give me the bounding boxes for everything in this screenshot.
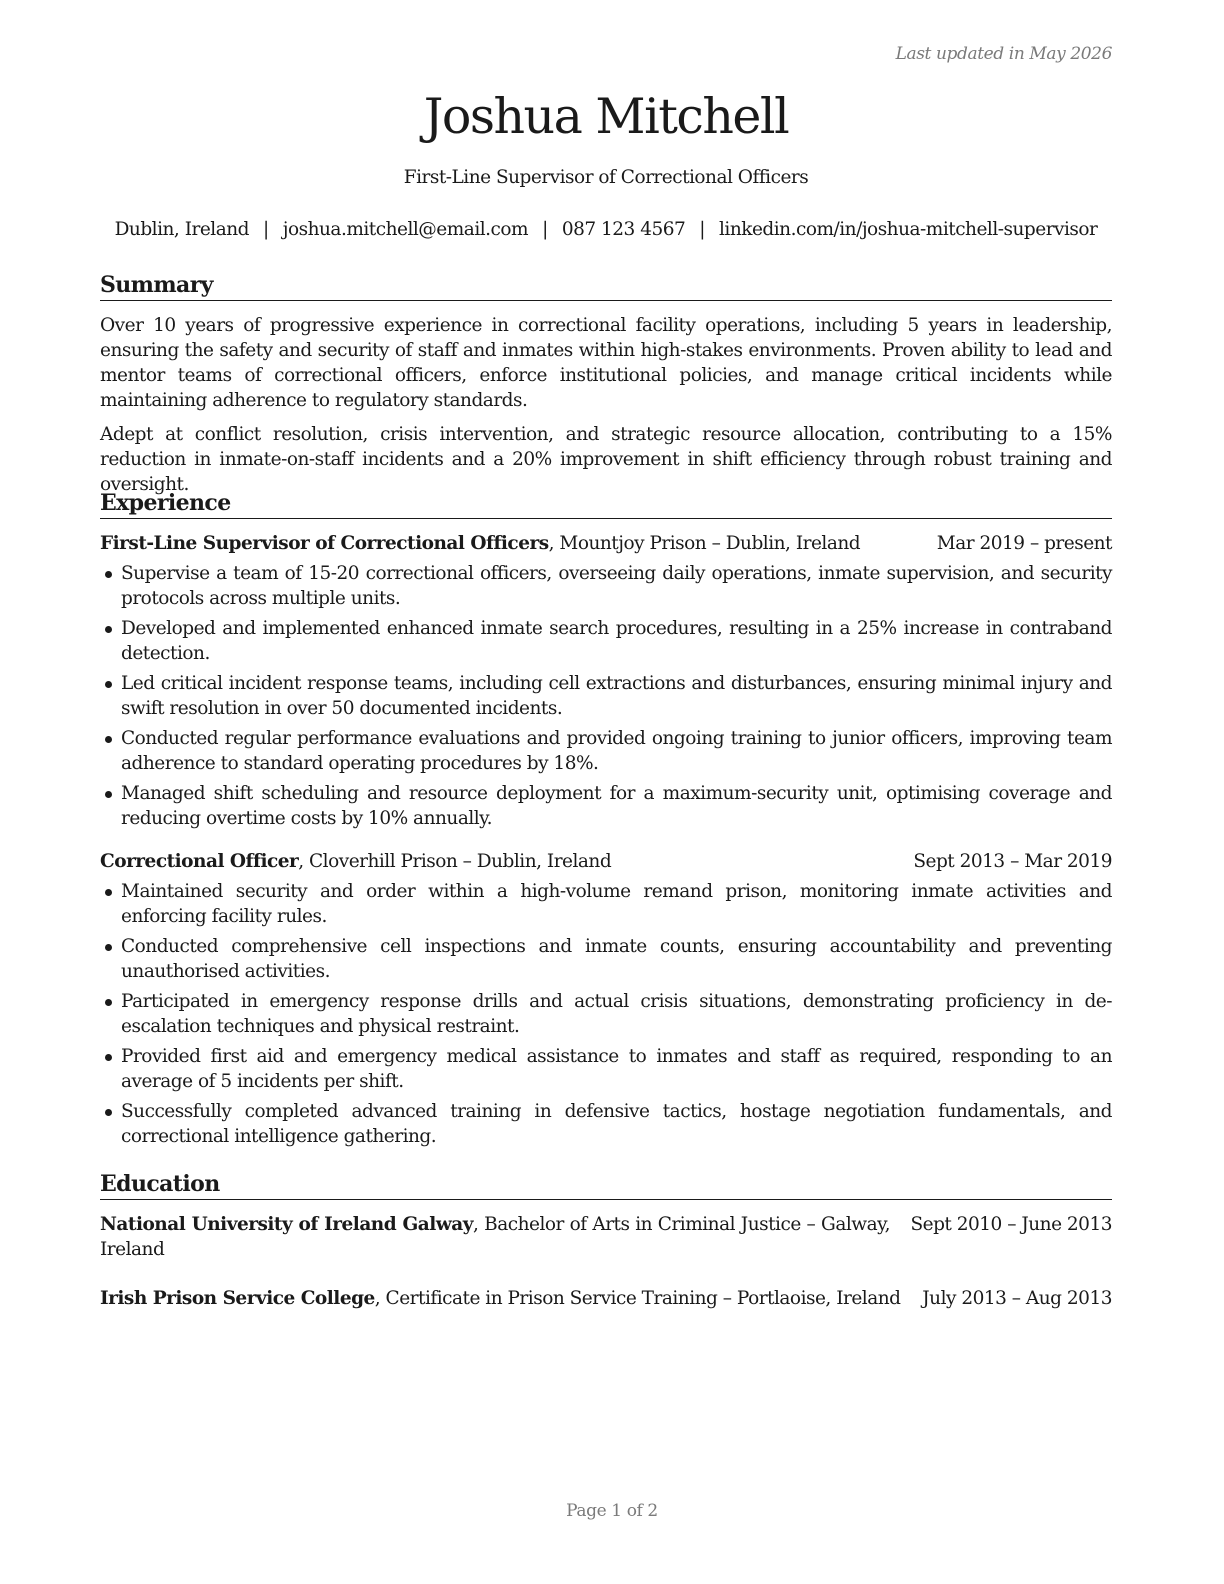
contact-separator: |: [542, 219, 548, 240]
entry-title: [100, 531, 860, 556]
contact-email[interactable]: joshua.mitchell@email.com: [282, 219, 529, 240]
entry-title: [100, 1212, 890, 1262]
entry-detail: , Cloverhill Prison – Dublin, Ireland: [298, 851, 612, 872]
entry-institution: Irish Prison Service College: [100, 1288, 375, 1309]
entry-header: [100, 531, 1112, 556]
entry-header: [100, 849, 1112, 874]
contact-phone[interactable]: 087 123 4567: [561, 219, 686, 240]
entry-bullets: [100, 561, 1112, 831]
list-item: Maintained security and order within a high-volume remand prison, monitoring inmate activities and enforcing facility rules.: [100, 879, 1112, 929]
entry-detail: , Mountjoy Prison – Dublin, Ireland: [548, 533, 861, 554]
entry-dates: July 2013 – Aug 2013: [922, 1288, 1112, 1309]
experience-entry: [100, 849, 1112, 1149]
list-item: Conducted regular performance evaluations and provided ongoing training to junior officers, improving team adherence to standard operating procedures by 18%.: [100, 726, 1112, 776]
list-item: Led critical incident response teams, including cell extractions and disturbances, ensuring minimal injury and swift resolution in over 50 documented incidents.: [100, 671, 1112, 721]
entry-dates: Sept 2010 – June 2013: [910, 1214, 1112, 1235]
entry-institution: National University of Ireland Galway: [100, 1214, 473, 1235]
list-item: Provided first aid and emergency medical assistance to inmates and staff as required, responding to an average of 5 incidents per shift.: [100, 1044, 1112, 1094]
list-item: Managed shift scheduling and resource deployment for a maximum-security unit, optimising coverage and reducing overtime costs by 10% annually.: [100, 781, 1112, 831]
entry-detail: , Certificate in Prison Service Training – Portlaoise, Ireland: [374, 1288, 901, 1309]
list-item: Successfully completed advanced training in defensive tactics, hostage negotiation fundamentals, and correctional intelligence gathering.: [100, 1099, 1112, 1149]
summary-heading: Summary: [100, 272, 1112, 301]
contact-location: Dublin, Ireland: [114, 219, 249, 240]
summary-paragraph: Over 10 years of progressive experience in correctional facility operations, including 5 years in leadership, ensuring the safety and security of staff and inmates within high-stakes environments. Proven ability to lead and mentor teams of correctional officers, enforce institutional policies, and manage critical incidents while maintaining adherence to regulatory standards.: [100, 315, 1112, 411]
experience-heading: Experience: [100, 490, 1112, 519]
contact-linkedin[interactable]: linkedin.com/in/joshua-mitchell-supervisor: [719, 219, 1098, 240]
entry-bullets: [100, 879, 1112, 1149]
summary-paragraph: Adept at conflict resolution, crisis intervention, and strategic resource allocation, contributing to a 15% reduction in inmate-on-staff incidents and a 20% improvement in shift efficiency through robust training and oversight.: [100, 424, 1112, 495]
contact-separator: |: [263, 219, 269, 240]
entry-role: First-Line Supervisor of Correctional Officers: [100, 533, 549, 554]
experience-section: [100, 490, 1112, 1154]
last-updated-note: Last updated in May 2026: [895, 44, 1112, 64]
entry-dates: Sept 2013 – Mar 2019: [913, 851, 1112, 872]
candidate-name: Joshua Mitchell: [423, 88, 789, 145]
entry-dates: Mar 2019 – present: [936, 533, 1112, 554]
summary-section: [100, 272, 1112, 497]
page-number: Page 1 of 2: [566, 1501, 658, 1521]
list-item: Conducted comprehensive cell inspections and inmate counts, ensuring accountability and preventing unauthorised activities.: [100, 934, 1112, 984]
resume-page: [100, 0, 1112, 1584]
education-entry: [100, 1212, 1112, 1262]
list-item: Participated in emergency response drills and actual crisis situations, demonstrating proficiency in de-escalation techniques and physical restraint.: [100, 989, 1112, 1039]
entry-title: [100, 1286, 901, 1311]
list-item: Supervise a team of 15-20 correctional officers, overseeing daily operations, inmate supervision, and security protocols across multiple units.: [100, 561, 1112, 611]
entry-role: Correctional Officer: [100, 851, 299, 872]
education-section: [100, 1171, 1112, 1311]
contact-line: [100, 219, 1112, 240]
list-item: Developed and implemented enhanced inmate search procedures, resulting in a 25% increase in contraband detection.: [100, 616, 1112, 666]
candidate-headline: First-Line Supervisor of Correctional Officers: [403, 167, 809, 188]
contact-separator: |: [699, 219, 706, 240]
education-heading: Education: [100, 1171, 1112, 1200]
entry-title: [100, 849, 611, 874]
experience-entry: [100, 531, 1112, 831]
education-entry: [100, 1286, 1112, 1311]
entry-detail: , Bachelor of Arts in Criminal Justice – Galway, Ireland: [100, 1214, 890, 1260]
